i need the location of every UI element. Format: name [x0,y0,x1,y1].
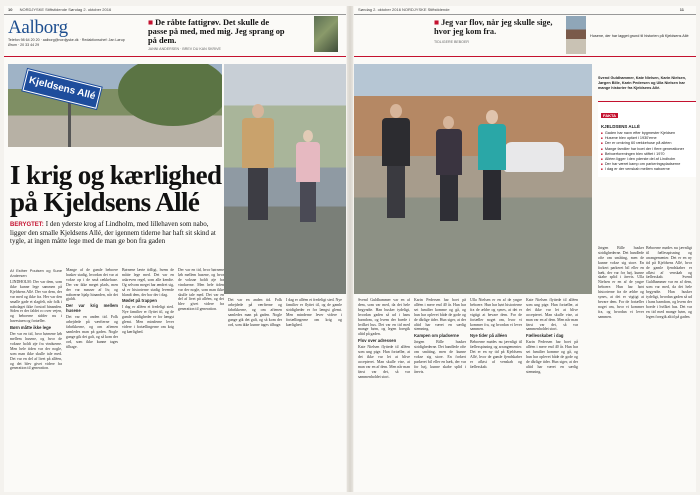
lead-kicker: BERYGTET: [10,222,44,228]
right-column-2-text-b: Jørgen Bille husker stridighederne. Det handlede ofte om småting, men de kunne vokse sig store. En forkert parkeret bil eller en hæk, der var for høj, kunne skabe splid i årevis. [414,340,466,374]
right-photo-kicker: Husene, der har lagget grund til historien på Kjeldsens Allé [590,34,689,38]
right-column-5 [598,246,644,490]
right-column-4-text: Kate Nielsen flyttede til alléen som ung pige. Hun fortæller, at det ikke var let at blive accepteret. Man skulle vise, at man var en af dem. Men når man først var det, så var sammenholdet stort. [526,298,578,332]
fact-item: ■ Der er omkring 60 rækkehuse på alléen [601,141,693,146]
fact-box [598,101,696,177]
residents-photo-right [354,64,592,294]
column-6-text: I dag er alléen et fredeligt sted. Nye familier er flyttet til, og de gamle stridigheder er for længst glemt. Men minderne lever videre i fortællingerne om krig og kærlighed. [286,298,342,327]
quote-bullet-icon: ■ [434,18,440,27]
right-column-6-text-b: Svend Guldhammer var en af dem, som var med, da det hele begyndte. Han husker tydeligt, hvordan gaden så ud i hans barndom, og hvem der boede i hvilket hus. Det var en tid med mange børn, og legen foregik altid på gaden. [646,275,692,319]
teaser-quote-2-text: Jeg var flov, når jeg skulle sige, hvor jeg kom fra. [434,18,553,36]
right-subhead-1: Flov over adressen [358,338,397,344]
main-headline: I krig og kærlighed på Kjeldsens Allé [10,160,222,217]
tree-shape [118,64,222,126]
right-folio-text: Søndag 2. oktober 2016 NORDJYSKE Stiftstidende [358,7,450,12]
right-column-1-text-b: Kate Nielsen flyttede til alléen som ung pige. Hun fortæller, at det ikke var let at blive accepteret. Man skulle vise, at man var en af dem. Men når man først var det, så var sammenholdet stort. [358,345,410,379]
right-page-number: 11 [679,7,684,12]
right-subhead-2: Kampen om pladserne [414,333,459,339]
teaser-quote-1 [148,18,288,52]
parked-car [504,142,564,172]
street-sign: Kjeldsens Allé [22,69,101,109]
subhead-3: Mødet på trappen [122,298,157,304]
right-column-2 [414,298,466,490]
column-4-text: Der var en tid, hvor børnene løb mellem husene, og hvor de voksne holdt øje fra vinduerne. Men hele tiden var der nogle, som man ikke skulle tale med. Det var en del af livet på alléen, og det blev givet videre fra generation til generation. [178,268,224,312]
left-folio-text: NORDJYSKE Stiftstidende Søndag 2. oktober 2016 [19,7,112,12]
article-column-3 [122,268,174,490]
section-contact: Telefon 98 64 20 20 · aalborg@nordjyske.dk · Redaktionschef: Jan Lørup Ørum · 20 33 44 29 [8,38,125,47]
right-column-5-text: Jørgen Bille husker stridighederne. Det handlede ofte om småting, men de kunne vokse sig store. En forkert parkeret bil eller en hæk, der var for høj, kunne skabe splid i årevis. [598,246,644,280]
teaser-quote-1-byline: JANNI ANDERSEN · BREV DU KAN SKRIVE [148,47,221,51]
right-subhead-3: Nye tider på alléen [470,333,508,339]
article-column-2 [66,268,118,490]
right-column-2-text: Karin Pedersen har boet på alléen i mere end 40 år. Hun har set familier komme og gå, og hun har oplevet både de gode og de dårlige tider. Hun siger, at der altid har været en særlig stemning. [414,298,466,332]
fact-box-title: KJELDSENS ALLÉ [601,124,640,129]
column-1-text-b: Der var en tid, hvor børnene løb mellem husene, og hvor de voksne holdt øje fra vinduerne. Men hele tiden var der nogle, som man ikke skulle tale med. Det var en del af livet på alléen, og det blev givet videre fra generation til generation. [10,332,62,371]
teaser-quote-2 [434,18,564,47]
right-column-3-text-b: Beboerne mødes nu jævnligt til fællesspisning og arrangementer. Det er en ny tid på Kjeldsens Allé, hvor de gamle fjendskaber er afløst af venskab og fællesskab. [470,340,522,369]
right-folio [354,6,696,15]
photo-caption: Svend Guldhammer, Kate Nielsen, Karin Nielsen, Jørgen Bille, Karin Pedersen og Ulla Nielsen har mange historier fra Kjeldsens Allé. [598,76,686,90]
right-column-6 [646,246,692,490]
article-byline: Af Esther Poulsen og Sune Andersen [10,268,62,278]
fact-item: ■ Husene blev opført i 1930'erne [601,136,693,141]
article-column-6 [286,298,342,490]
section-brand: Aalborg [8,17,68,38]
right-column-1 [358,298,410,490]
right-column-3 [470,298,522,490]
article-column-4 [178,268,224,490]
lead-text: I den yderste krog af Lindholm, med lillehaven som nabo, ligger den smalle Kjeldsens Allé, der igennem tiderne har haft sit skind at tygle, at ingen måtte lege med de man ge bon fra gaden [10,220,216,246]
teaser-thumbnail-1 [314,16,338,52]
subhead-1: Børn måtte ikke lege [10,325,51,331]
article-column-1 [10,268,62,490]
column-2-text: Mange af de gamle beboere husker stadig, hvordan det var at vokse op i de små rækkehuse. Der var ikke meget plads, men der var masser af liv, og naboerne hjalp hinanden, når det gjaldt. [66,268,118,302]
right-column-4-text-b: Karin Pedersen har boet på alléen i mere end 40 år. Hun har set familier komme og gå, og hun har oplevet både de gode og de dårlige tider. Hun siger, at der altid har været en særlig stemning. [526,340,578,374]
left-folio [4,6,346,15]
fact-item: ■ Beboerforeningen blev stiftet i 1970 [601,152,693,157]
right-header-rule [354,56,696,57]
fact-item: ■ Mange familier har boet der i flere generationer [601,147,693,152]
lead-paragraph [10,220,224,246]
right-column-3-text: Ulla Nielsen er en af de yngre beboere. Hun har hørt historierne fra de ældre og synes, at det er vigtigt at bevare dem. For de fortæller noget om, hvor vi kommer fra, og hvordan vi lever sammen. [470,298,522,332]
quote-bullet-icon: ■ [148,18,154,27]
residents-photo-left [224,64,346,294]
fact-item: ■ I dag er der venskab mellem naboerne [601,167,693,172]
column-5-text: Det var en anden tid. Folk arbejdede på værfterne og fabrikkerne, og om aftenen samledes man på gaden. Nogle gange gik det galt, og så kom der ord, som ikke kunne tages tilbage. [228,298,282,327]
left-newspaper-page [4,6,346,492]
right-column-6-text: Beboerne mødes nu jævnligt til fællesspisning og arrangementer. Det er en ny tid på Kjeldsens Allé, hvor de gamle fjendskaber er afløst af venskab og fællesskab. [646,246,692,280]
street-sign-photo [8,64,222,147]
right-subhead-4: Fællesskabet i dag [526,333,564,339]
fact-list [601,131,693,173]
fact-item: ■ Alléen ligger i den yderste del af Lindholm [601,157,693,162]
column-2-text-b: Det var en anden tid. Folk arbejdede på værfterne og fabrikkerne, og om aftenen samledes man på gaden. Nogle gange gik det galt, og så kom der ord, som ikke kunne tages tilbage. [66,315,118,349]
header-rule [4,56,346,57]
article-column-5 [228,298,282,490]
teaser-quote-1-text: De råbte fattigrøv. Det skulle de passe på med, med mig. Jeg sprang op på dem. [148,18,285,45]
right-column-5-text-b: Ulla Nielsen er en af de yngre beboere. Hun har hørt historierne fra de ældre og synes, at det er vigtigt at bevare dem. For de fortæller noget om, hvor vi kommer fra, og hvordan vi lever sammen. [598,275,644,319]
column-3-text-b: I dag er alléen et fredeligt sted. Nye familier er flyttet til, og de gamle stridigheder er for længst glemt. Men minderne lever videre i fortællingerne om krig og kærlighed. [122,305,174,334]
teaser-thumbnail-2 [566,16,586,54]
right-newspaper-page [354,6,696,492]
column-3-text: Børnene lærte tidligt, hvem de måtte lege med. Det var en uskreven regel, som alle kendte. Og selvom meget har ændret sig, så er historierne stadig levende blandt dem, der bor der i dag. [122,268,174,297]
subhead-2: Der var krig mellem husene [66,303,118,314]
column-1-text: LINDHOLM: Der var dem, som ikke kunne lege sammen på Kjeldsens Allé. Der var dem, der var med og ikke fra. Her var den smalle gade et slagfelt, når folk i nabolaget ikke forstod hinanden. Siden er der faldet ro over vejen, og beboerne sidder nu i havestuen og fortæller. [10,280,62,324]
fact-box-tag: FAKTA [603,113,617,118]
fact-item: ■ Der har været kamp om parkeringspladserne [601,162,693,167]
sign-pole [68,98,71,147]
teaser-quote-2-byline: TIDLIGERE BEBOER [434,40,469,44]
fact-item: ■ Gaden har navn efter bygmester Kjeldsen [601,131,693,136]
right-column-4 [526,298,578,490]
page-gutter [347,6,353,492]
right-column-1-text: Svend Guldhammer var en af dem, som var med, da det hele begyndte. Han husker tydeligt, hvordan gaden så ud i hans barndom, og hvem der boede i hvilket hus. Det var en tid med mange børn, og legen foregik altid på gaden. [358,298,410,337]
left-page-number: 10 [8,7,13,12]
